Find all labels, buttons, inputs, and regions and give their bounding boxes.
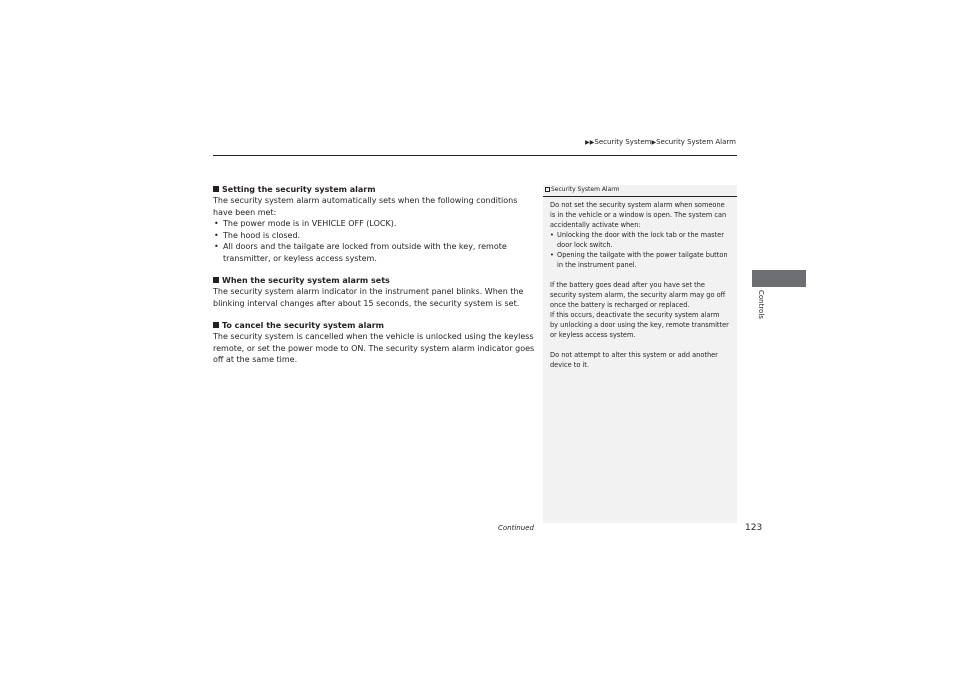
breadcrumb-item-security-system-alarm[interactable]: Security System Alarm [656,138,736,146]
list-item: • The hood is closed. [214,230,301,240]
breadcrumb [585,138,736,146]
sidebar-warning: Do not attempt to alter this system or add another device to it. [550,351,718,369]
section-paragraph: The security system alarm indicator in the instrument panel blinks. When the blinking interval changes after about 15 seconds, the security system is set. [213,287,524,308]
main-content [213,184,535,377]
square-bullet-icon [213,277,219,283]
header-rule [213,155,737,156]
sidebar-intro: Do not set the security system alarm when someone is in the vehicle or a window is open. The system can accidentally activate when: [550,201,727,229]
section-paragraph: The security system is cancelled when the vehicle is unlocked using the keyless remote, or set the power mode to ON. The security system alarm indicator goes off at the same time. [213,332,535,364]
note-icon [545,187,550,192]
breadcrumb-item-security-system[interactable]: Security System [594,138,652,146]
list-item: • Opening the tailgate with the power tailgate button in the instrument panel. [550,251,728,269]
section-heading: To cancel the security system alarm [213,320,535,331]
sidebar-battery-2: If this occurs, deactivate the security system alarm by unlocking a door using the key, remote transmitter or keyless access system. [550,311,729,339]
square-bullet-icon [213,186,219,192]
sidebar-battery-1: If the battery goes dead after you have set the security system alarm, the security alarm may go off once the battery is recharged or replaced. [550,281,726,309]
continued-label: Continued [498,524,534,532]
list-item: • All doors and the tailgate are locked from outside with the key, remote transmitter, or keyless access system. [214,242,507,263]
condition-list [213,218,535,264]
sidebar-note [543,185,737,523]
page-number: 123 [745,523,763,533]
section-heading: Setting the security system alarm [213,184,535,195]
square-bullet-icon [213,322,219,328]
section-heading: When the security system alarm sets [213,275,535,286]
sidebar-title: Security System Alarm [543,185,737,197]
section-cancel [213,320,535,366]
triangle-icon: ▶ [651,139,657,146]
sidebar-list [550,230,729,270]
sidebar-body [543,197,737,370]
list-item: • The power mode is in VEHICLE OFF (LOCK). [214,219,397,228]
triangle-icon: ▶▶ [585,139,595,146]
section-paragraph: The security system alarm automatically sets when the following conditions have been met: [213,196,518,217]
chapter-tab-label: Controls [757,290,765,319]
chapter-tab[interactable] [752,270,806,287]
section-when-sets [213,275,535,309]
list-item: • Unlocking the door with the lock tab or the master door lock switch. [550,231,724,249]
section-setting [213,184,535,264]
